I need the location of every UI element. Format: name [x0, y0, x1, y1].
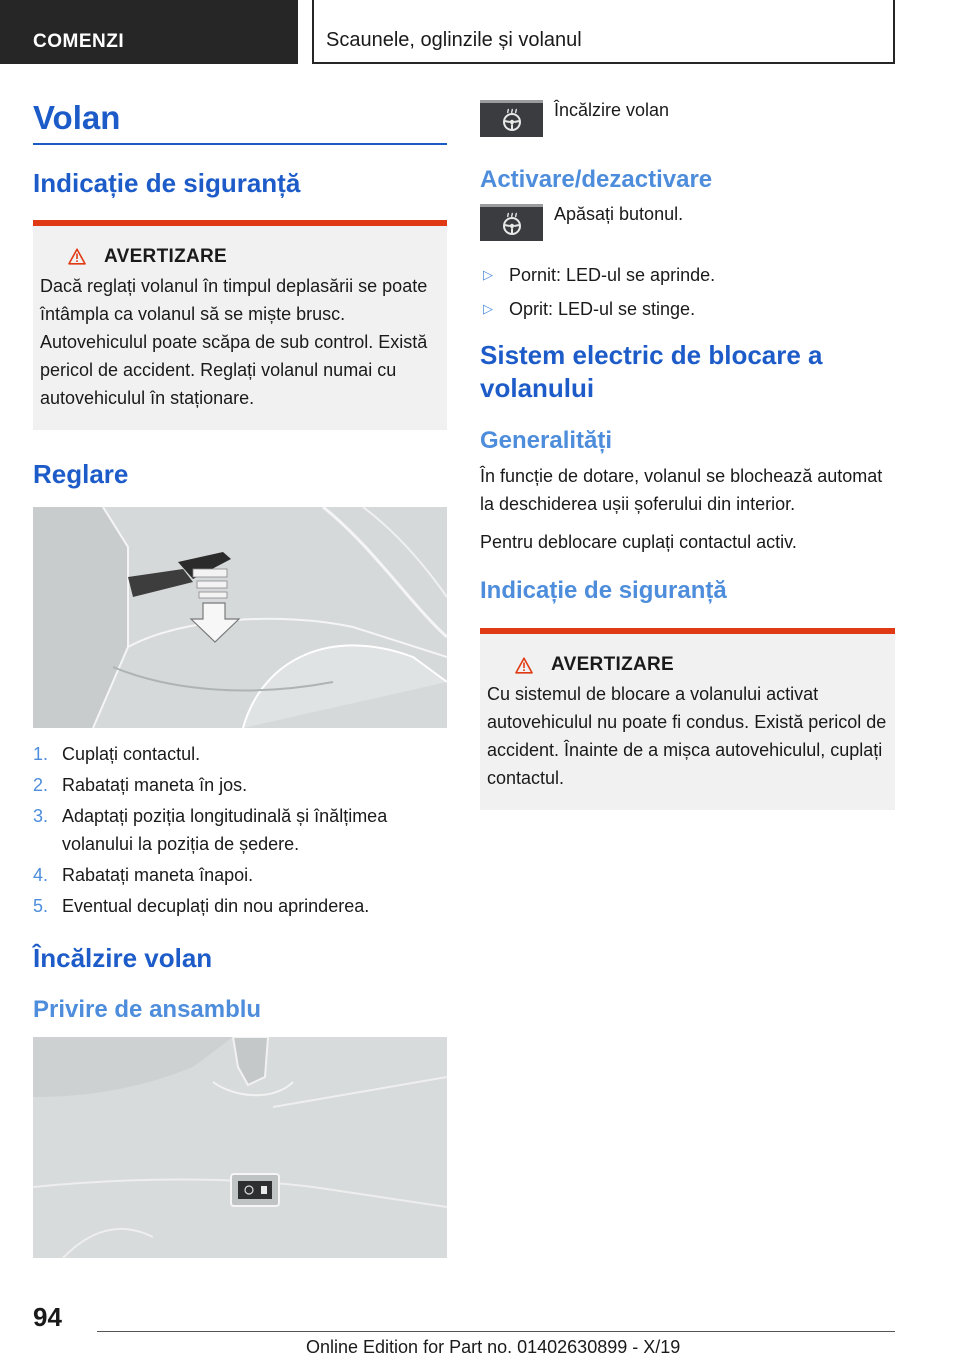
warning-header — [68, 246, 440, 268]
footer-divider — [97, 1331, 895, 1332]
chapter-tab — [312, 0, 895, 64]
left-column — [33, 100, 447, 1258]
list-item — [33, 861, 447, 889]
step-text: Adaptați poziția longitudinală și înălțimea volanului la poziția de ședere. — [62, 806, 388, 855]
page-number: 94 — [33, 1302, 62, 1332]
bullet-text: Pornit: LED-ul se aprinde. — [509, 265, 716, 285]
led-status-list — [480, 261, 895, 323]
heating-heading: Încălzire volan — [33, 943, 213, 974]
warning-header — [515, 654, 888, 676]
general-heading: Generalități — [480, 427, 613, 454]
section-label: COMENZI — [33, 31, 125, 52]
step-number: 1. — [33, 744, 49, 765]
list-item — [33, 771, 447, 799]
heated-steering-wheel-icon — [499, 211, 525, 237]
step-text: Rabatați maneta înapoi. — [62, 865, 254, 886]
step-number: 3. — [33, 806, 49, 827]
lock-heading: Sistem electric de blocare a volanului — [480, 340, 823, 403]
step-number: 4. — [33, 865, 49, 886]
step-text: Cuplați contactul. — [62, 744, 201, 765]
warning-label: AVERTIZARE — [104, 245, 227, 267]
heating-button-caption: Încălzire volan — [554, 100, 670, 120]
warning-triangle-icon — [515, 657, 533, 674]
warning-text: Dacă reglați volanul în timpul deplasării se poate întâmpla ca volanul să se miște brusc. Autovehiculul poate scăpa de sub control. Există pericol de accident. Reglați volanul numai cu autovehiculul în staționare. — [40, 275, 428, 408]
heating-button-row — [480, 100, 895, 137]
list-item — [33, 892, 447, 920]
safety-heading-right: Indicație de siguranță — [480, 577, 727, 604]
general-paragraph-2: Pentru deblocare cuplați contactul activ. — [480, 532, 797, 552]
section-tab — [0, 0, 298, 64]
warning-label: AVERTIZARE — [551, 654, 674, 675]
list-item — [480, 295, 895, 323]
triangle-bullet-icon: ▷ — [483, 267, 493, 282]
edition-note: Online Edition for Part no. 01402630899 - X/19 — [306, 1337, 681, 1357]
step-number: 2. — [33, 775, 49, 796]
warning-box-1 — [33, 220, 447, 430]
title-divider — [33, 143, 447, 145]
safety-heading-left: Indicație de siguranță — [33, 168, 301, 199]
steering-heat-button-2 — [480, 204, 543, 241]
right-column — [480, 100, 895, 810]
press-button-row — [480, 204, 895, 241]
dashboard-illustration-graphic — [33, 1037, 447, 1258]
general-paragraph-1: În funcție de dotare, volanul se blochează automat la deschiderea ușii șoferului din interior. — [480, 466, 883, 514]
warning-text: Cu sistemul de blocare a volanului activat autovehiculul nu poate fi condus. Există pericol de accident. Înainte de a mișca autovehiculul, cuplați contactul. — [487, 684, 887, 788]
list-item — [33, 740, 447, 768]
lever-illustration-graphic — [33, 507, 447, 728]
list-item — [33, 802, 447, 858]
step-text: Rabatați maneta în jos. — [62, 775, 248, 796]
step-text: Eventual decuplați din nou aprinderea. — [62, 896, 370, 917]
chapter-label: Scaunele, oglinzile și volanul — [326, 29, 582, 51]
page-title: Volan — [33, 99, 121, 136]
heating-button-illustration — [33, 1037, 447, 1258]
triangle-bullet-icon: ▷ — [483, 301, 493, 316]
step-number: 5. — [33, 896, 49, 917]
adjust-heading: Reglare — [33, 458, 129, 489]
press-button-caption: Apăsați butonul. — [554, 204, 684, 224]
warning-box-2 — [480, 628, 895, 810]
warning-triangle-icon — [68, 248, 86, 265]
list-item — [480, 261, 895, 289]
overview-heading: Privire de ansamblu — [33, 995, 262, 1023]
heated-steering-wheel-icon — [499, 107, 525, 133]
adjust-steps-list — [33, 740, 447, 920]
bullet-text: Oprit: LED-ul se stinge. — [509, 299, 696, 319]
toggle-heading: Activare/dezactivare — [480, 166, 713, 193]
steering-lever-illustration — [33, 507, 447, 728]
steering-heat-button — [480, 100, 543, 137]
